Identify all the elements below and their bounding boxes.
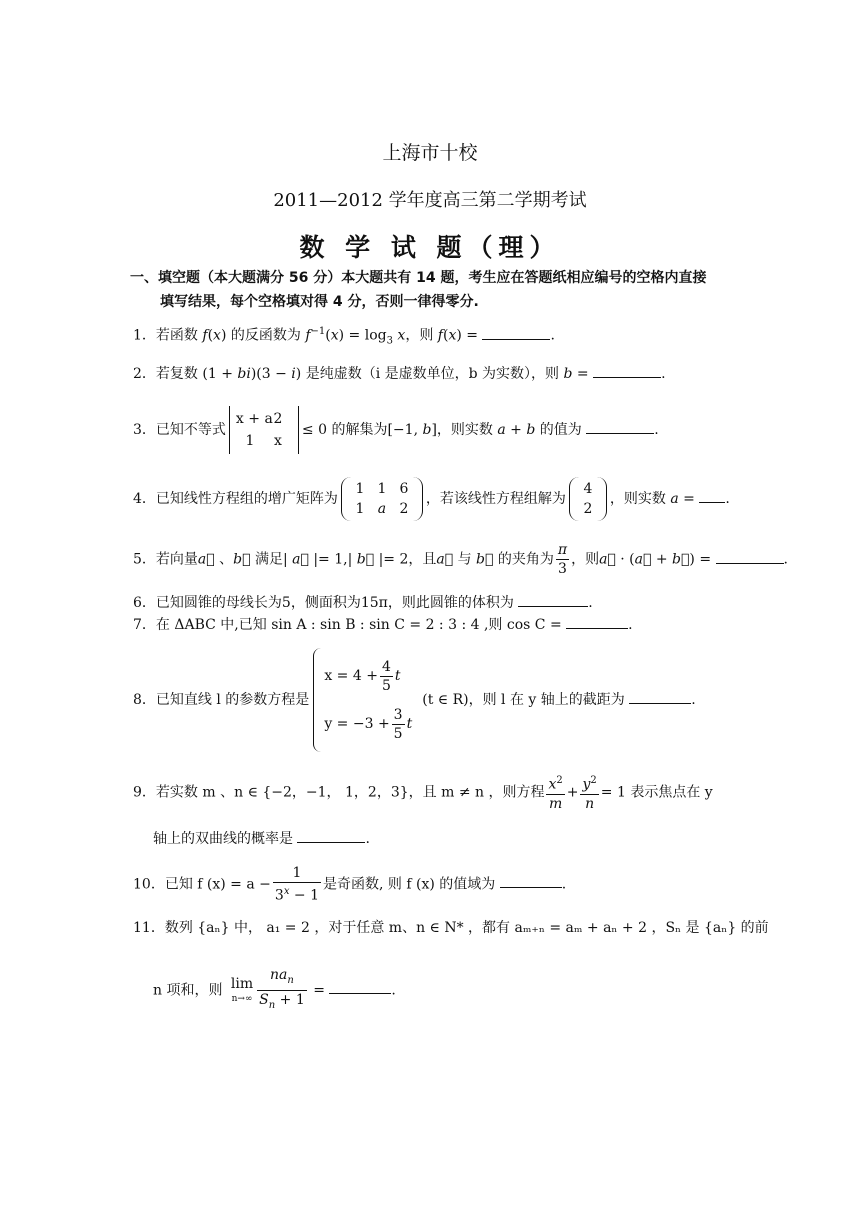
question-1: 1．若函数 f(x) 的反函数为 $f^{-1}(x) = \log_3 x$，则 f(x) = . bbox=[133, 326, 555, 347]
determinant: x + a2 1 x bbox=[229, 406, 299, 454]
answer-blank-7[interactable] bbox=[566, 614, 628, 629]
question-11: 11．数列 {aₙ} 中， a₁ = 2 ，对于任意 m、n ∈ N* ，都有 aₘ₊ₙ = aₘ + aₙ + 2 ，Sₙ 是 {aₙ} 的前 bbox=[133, 920, 769, 936]
section-line-2: 填写结果，每个空格填对得 4 分，否则一律得零分. bbox=[160, 294, 479, 310]
question-11-line-2: n 项和，则 lim n→∞ $\frac{na_n}{S_n + 1}$ = . bbox=[153, 967, 396, 1011]
question-3: 3．已知不等式 x + a2 1 x ≤ 0 的解集为[−1, b]，则实数 a + b 的值为 . bbox=[133, 406, 659, 454]
section-instructions bbox=[130, 266, 750, 314]
answer-blank-9[interactable] bbox=[297, 828, 365, 843]
answer-blank-2[interactable] bbox=[593, 363, 661, 378]
term-heading: 2011—2012 学年度高三第二学期考试 bbox=[273, 190, 587, 211]
question-9: 9．若实数 m 、n ∈ {−2，−1， 1，2，3}，且 m ≠ n ，则方程 $\frac{x^2}{m}$ + $\frac{y^2}{n}$ = 1 表示焦点在 y bbox=[133, 772, 713, 813]
answer-blank-4[interactable] bbox=[699, 488, 725, 503]
paper-title: 数 学 试 题（理） bbox=[299, 233, 561, 262]
question-10: 10．已知 f (x) = a − $\frac{1}{3^x - 1}$ 是奇函数, 则 f (x) 的值域为 . bbox=[133, 865, 567, 904]
question-5: 5．若向量a⃗ 、b⃗ 满足| a⃗ |= 1,| b⃗ |= 2，且a⃗ 与 b⃗ 的夹角为 $\frac{\pi}{3}$ ，则a⃗ · (a⃗ + b⃗) = . bbox=[133, 542, 788, 577]
section-line-1: 一、填空题（本大题满分 56 分）本大题共有 14 题，考生应在答题纸相应编号的空格内直接 bbox=[130, 270, 707, 286]
question-7: 7．在 ΔABC 中,已知 sin A : sin B : sin C = 2 : 3 : 4 ,则 cos C = . bbox=[133, 614, 633, 635]
answer-blank-10[interactable] bbox=[500, 873, 562, 888]
parametric-system: x = 4 + $\frac{4}{5}$ t y = −3 + $\frac{3}{5}$ t bbox=[313, 648, 418, 752]
solution-vector: 4 2 bbox=[569, 477, 607, 521]
school-heading: 上海市十校 bbox=[382, 142, 478, 164]
answer-blank-11[interactable] bbox=[329, 979, 391, 994]
answer-blank-3[interactable] bbox=[586, 419, 654, 434]
question-8: 8．已知直线 l 的参数方程是 x = 4 + $\frac{4}{5}$ t y = −3 + $\frac{3}{5}$ t (t ∈ R)，则 l 在 y 轴上的截距为 . bbox=[133, 648, 696, 752]
augmented-matrix: 1 1 6 1 a 2 bbox=[341, 477, 423, 521]
answer-blank-1[interactable] bbox=[482, 325, 550, 340]
question-2: 2．若复数 (1 + bi)(3 − i) 是纯虚数（i 是虚数单位，b 为实数），则 b = . bbox=[133, 363, 666, 384]
question-6: 6．已知圆锥的母线长为5，侧面积为15π，则此圆锥的体积为 . bbox=[133, 592, 593, 613]
question-9-line-2: 轴上的双曲线的概率是 . bbox=[153, 828, 370, 849]
answer-blank-6[interactable] bbox=[518, 592, 588, 607]
answer-blank-5[interactable] bbox=[716, 549, 784, 564]
question-4: 4．已知线性方程组的增广矩阵为 1 1 6 1 a 2 ，若该线性方程组解为 4 2 ，则实数 a = . bbox=[133, 477, 730, 521]
answer-blank-8[interactable] bbox=[629, 689, 691, 704]
